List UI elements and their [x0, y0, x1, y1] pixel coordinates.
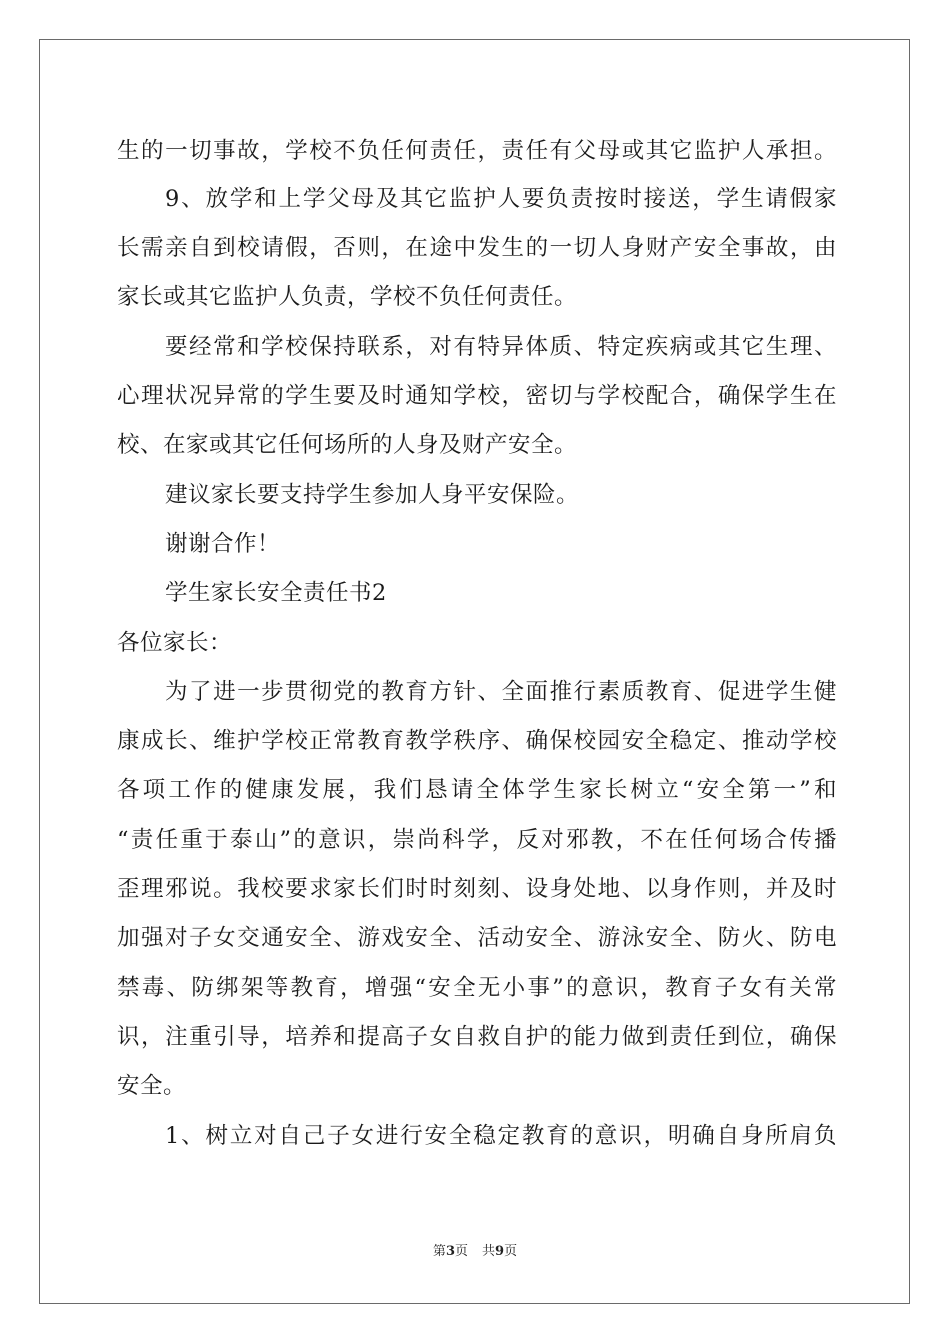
text-line: 生的一切事故，学校不负任何责任，责任有父母或其它监护人承担。	[117, 138, 837, 164]
text-line: 安全。	[117, 1073, 187, 1099]
page-border	[39, 39, 910, 1304]
text-line: 长需亲自到校请假，否则，在途中发生的一切人身财产安全事故，由	[117, 235, 837, 261]
text-line: 校、在家或其它任何场所的人身及财产安全。	[117, 432, 578, 458]
text-line: 禁毒、防绑架等教育，增强“安全无小事”的意识，教育子女有关常	[117, 975, 837, 1001]
text-line: 歪理邪说。我校要求家长们时时刻刻、设身处地、以身作则，并及时	[117, 876, 837, 902]
section-title: 学生家长安全责任书2	[165, 580, 387, 606]
total-pages: 9	[495, 1244, 505, 1259]
text-line: “责任重于泰山”的意识，崇尚科学，反对邪教，不在任何场合传播	[117, 827, 837, 853]
salutation: 各位家长：	[117, 630, 233, 656]
text-line: 各项工作的健康发展，我们恳请全体学生家长树立“安全第一”和	[117, 777, 837, 803]
text-line: 建议家长要支持学生参加人身平安保险。	[165, 482, 580, 508]
text-line: 识，注重引导，培养和提高子女自救自护的能力做到责任到位，确保	[117, 1024, 837, 1050]
text-line: 心理状况异常的学生要及时通知学校，密切与学校配合，确保学生在	[117, 383, 837, 409]
text-line: 家长或其它监护人负责，学校不负任何责任。	[117, 284, 578, 310]
page-label-prefix: 第	[432, 1244, 446, 1259]
page-footer	[0, 1243, 950, 1261]
text-line: 为了进一步贯彻党的教育方针、全面推行素质教育、促进学生健	[165, 679, 837, 705]
text-line: 谢谢合作！	[165, 531, 281, 557]
total-label-suffix: 页	[504, 1244, 518, 1259]
page-number: 3	[445, 1244, 455, 1259]
total-label-prefix: 共	[482, 1244, 496, 1259]
text-line: 康成长、维护学校正常教育教学秩序、确保校园安全稳定、推动学校	[117, 728, 837, 754]
page-label-suffix: 页	[454, 1244, 468, 1259]
text-line: 9、放学和上学父母及其它监护人要负责按时接送，学生请假家	[165, 186, 837, 212]
text-line: 要经常和学校保持联系，对有特异体质、特定疾病或其它生理、	[165, 334, 837, 360]
text-line: 加强对子女交通安全、游戏安全、活动安全、游泳安全、防火、防电	[117, 925, 837, 951]
text-line: 1、树立对自己子女进行安全稳定教育的意识，明确自身所肩负	[165, 1123, 837, 1149]
